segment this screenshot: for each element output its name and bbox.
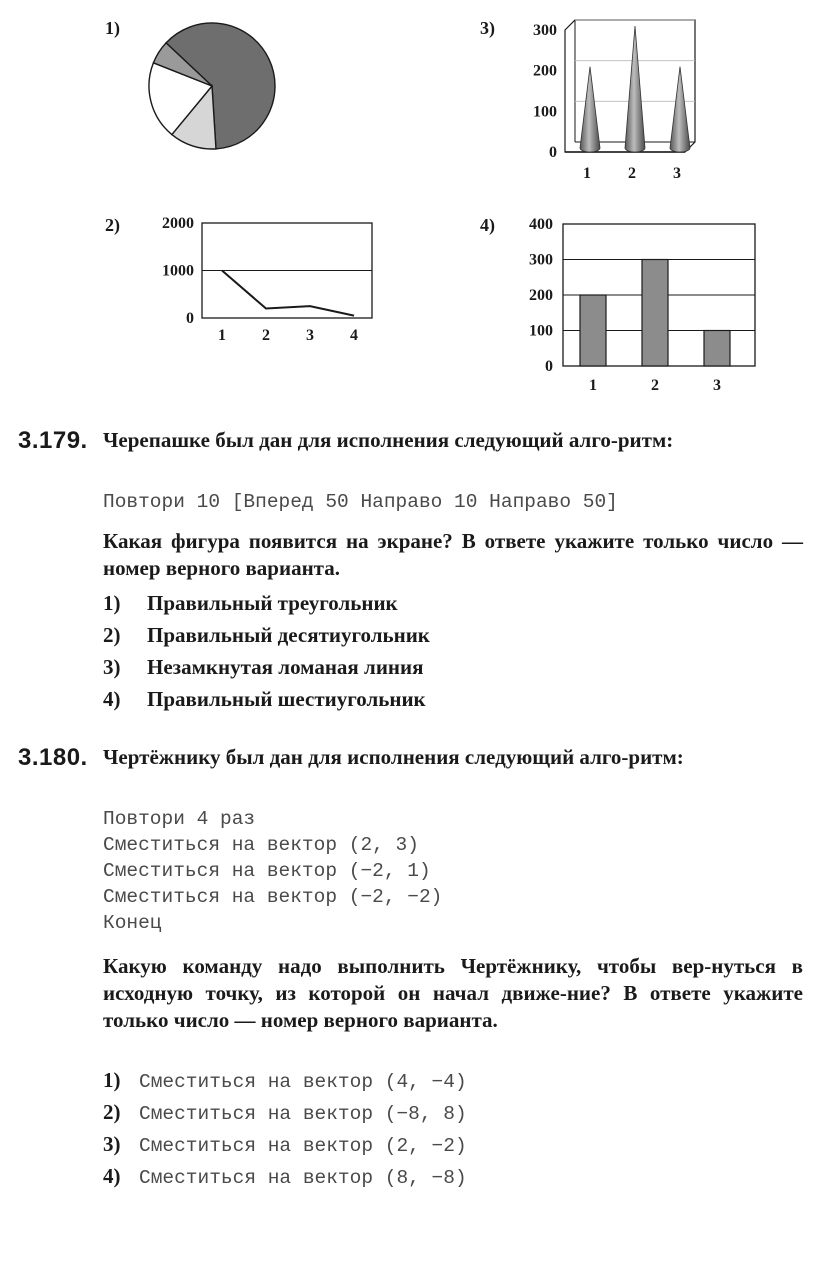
algorithm-line-3: Сместиться на вектор (−2, 1) bbox=[103, 860, 431, 882]
x-tick-2: 2 bbox=[628, 165, 636, 182]
y-tick-300: 300 bbox=[529, 251, 553, 269]
problem-number: 3.179. bbox=[18, 427, 88, 454]
data-line bbox=[222, 271, 354, 316]
y-tick-200: 200 bbox=[533, 62, 557, 80]
x-tick-3: 3 bbox=[306, 327, 314, 344]
option-4: 4) Сместиться на вектор (8, −8) bbox=[103, 1164, 467, 1189]
y-tick-400: 400 bbox=[529, 216, 553, 233]
chart-label-1: 1) bbox=[105, 18, 120, 38]
bar-2 bbox=[642, 260, 668, 367]
pie-chart bbox=[140, 10, 290, 150]
option-1: 1) Правильный треугольник bbox=[103, 591, 398, 615]
x-tick-4: 4 bbox=[350, 327, 358, 344]
y-tick-0: 0 bbox=[186, 310, 194, 327]
bar-3 bbox=[704, 331, 730, 367]
x-tick-2: 2 bbox=[651, 377, 659, 390]
bar-chart bbox=[505, 210, 765, 390]
chart-label-3: 3) bbox=[480, 18, 495, 38]
y-tick-1000: 1000 bbox=[162, 262, 194, 280]
algorithm-line-5: Конец bbox=[103, 912, 162, 934]
y-tick-100: 100 bbox=[529, 322, 553, 340]
option-3: 3) Незамкнутая ломаная линия bbox=[103, 655, 424, 679]
problem-text: Чертёжнику был дан для исполнения следующий алго-ритм: bbox=[103, 745, 684, 769]
x-tick-3: 3 bbox=[713, 377, 721, 390]
y-tick-300: 300 bbox=[533, 22, 557, 39]
y-tick-100: 100 bbox=[533, 103, 557, 121]
x-tick-1: 1 bbox=[589, 377, 597, 390]
algorithm-line-2: Сместиться на вектор (2, 3) bbox=[103, 834, 419, 856]
problem-3-180 bbox=[0, 744, 816, 1204]
option-4: 4) Правильный шестиугольник bbox=[103, 687, 426, 711]
bar-1 bbox=[580, 295, 606, 366]
problem-3-179 bbox=[0, 427, 816, 717]
chart-label-4: 4) bbox=[480, 215, 495, 235]
y-tick-2000: 2000 bbox=[162, 215, 194, 232]
option-2: 2) Правильный десятиугольник bbox=[103, 623, 430, 647]
y-tick-200: 200 bbox=[529, 287, 553, 304]
y-tick-0: 0 bbox=[549, 144, 557, 161]
y-tick-0: 0 bbox=[545, 358, 553, 375]
x-tick-1: 1 bbox=[218, 327, 226, 344]
option-1: 1) Сместиться на вектор (4, −4) bbox=[103, 1068, 467, 1093]
chart-label-2: 2) bbox=[105, 215, 120, 235]
algorithm-line-1: Повтори 4 раз bbox=[103, 808, 256, 830]
question-text: Какую команду надо выполнить Чертёжнику, чтобы вер-нуться в исходную точку, из которой он начал движе-ние? В ответе укажите только число — номер верного варианта. bbox=[103, 954, 803, 1032]
problem-number: 3.180. bbox=[18, 744, 88, 771]
algorithm-line-4: Сместиться на вектор (−2, −2) bbox=[103, 886, 443, 908]
cone-bar-chart bbox=[505, 15, 705, 185]
option-3: 3) Сместиться на вектор (2, −2) bbox=[103, 1132, 467, 1157]
x-tick-2: 2 bbox=[262, 327, 270, 344]
question-text: Какая фигура появится на экране? В ответе укажите только число — номер верного варианта. bbox=[103, 529, 803, 580]
x-tick-3: 3 bbox=[673, 165, 681, 182]
x-tick-1: 1 bbox=[583, 165, 591, 182]
algorithm-code: Повтори 10 [Вперед 50 Направо 10 Направо 50] bbox=[103, 491, 618, 513]
line-chart bbox=[140, 210, 380, 350]
option-2: 2) Сместиться на вектор (−8, 8) bbox=[103, 1100, 467, 1125]
problem-text: Черепашке был дан для исполнения следующий алго-ритм: bbox=[103, 428, 674, 452]
